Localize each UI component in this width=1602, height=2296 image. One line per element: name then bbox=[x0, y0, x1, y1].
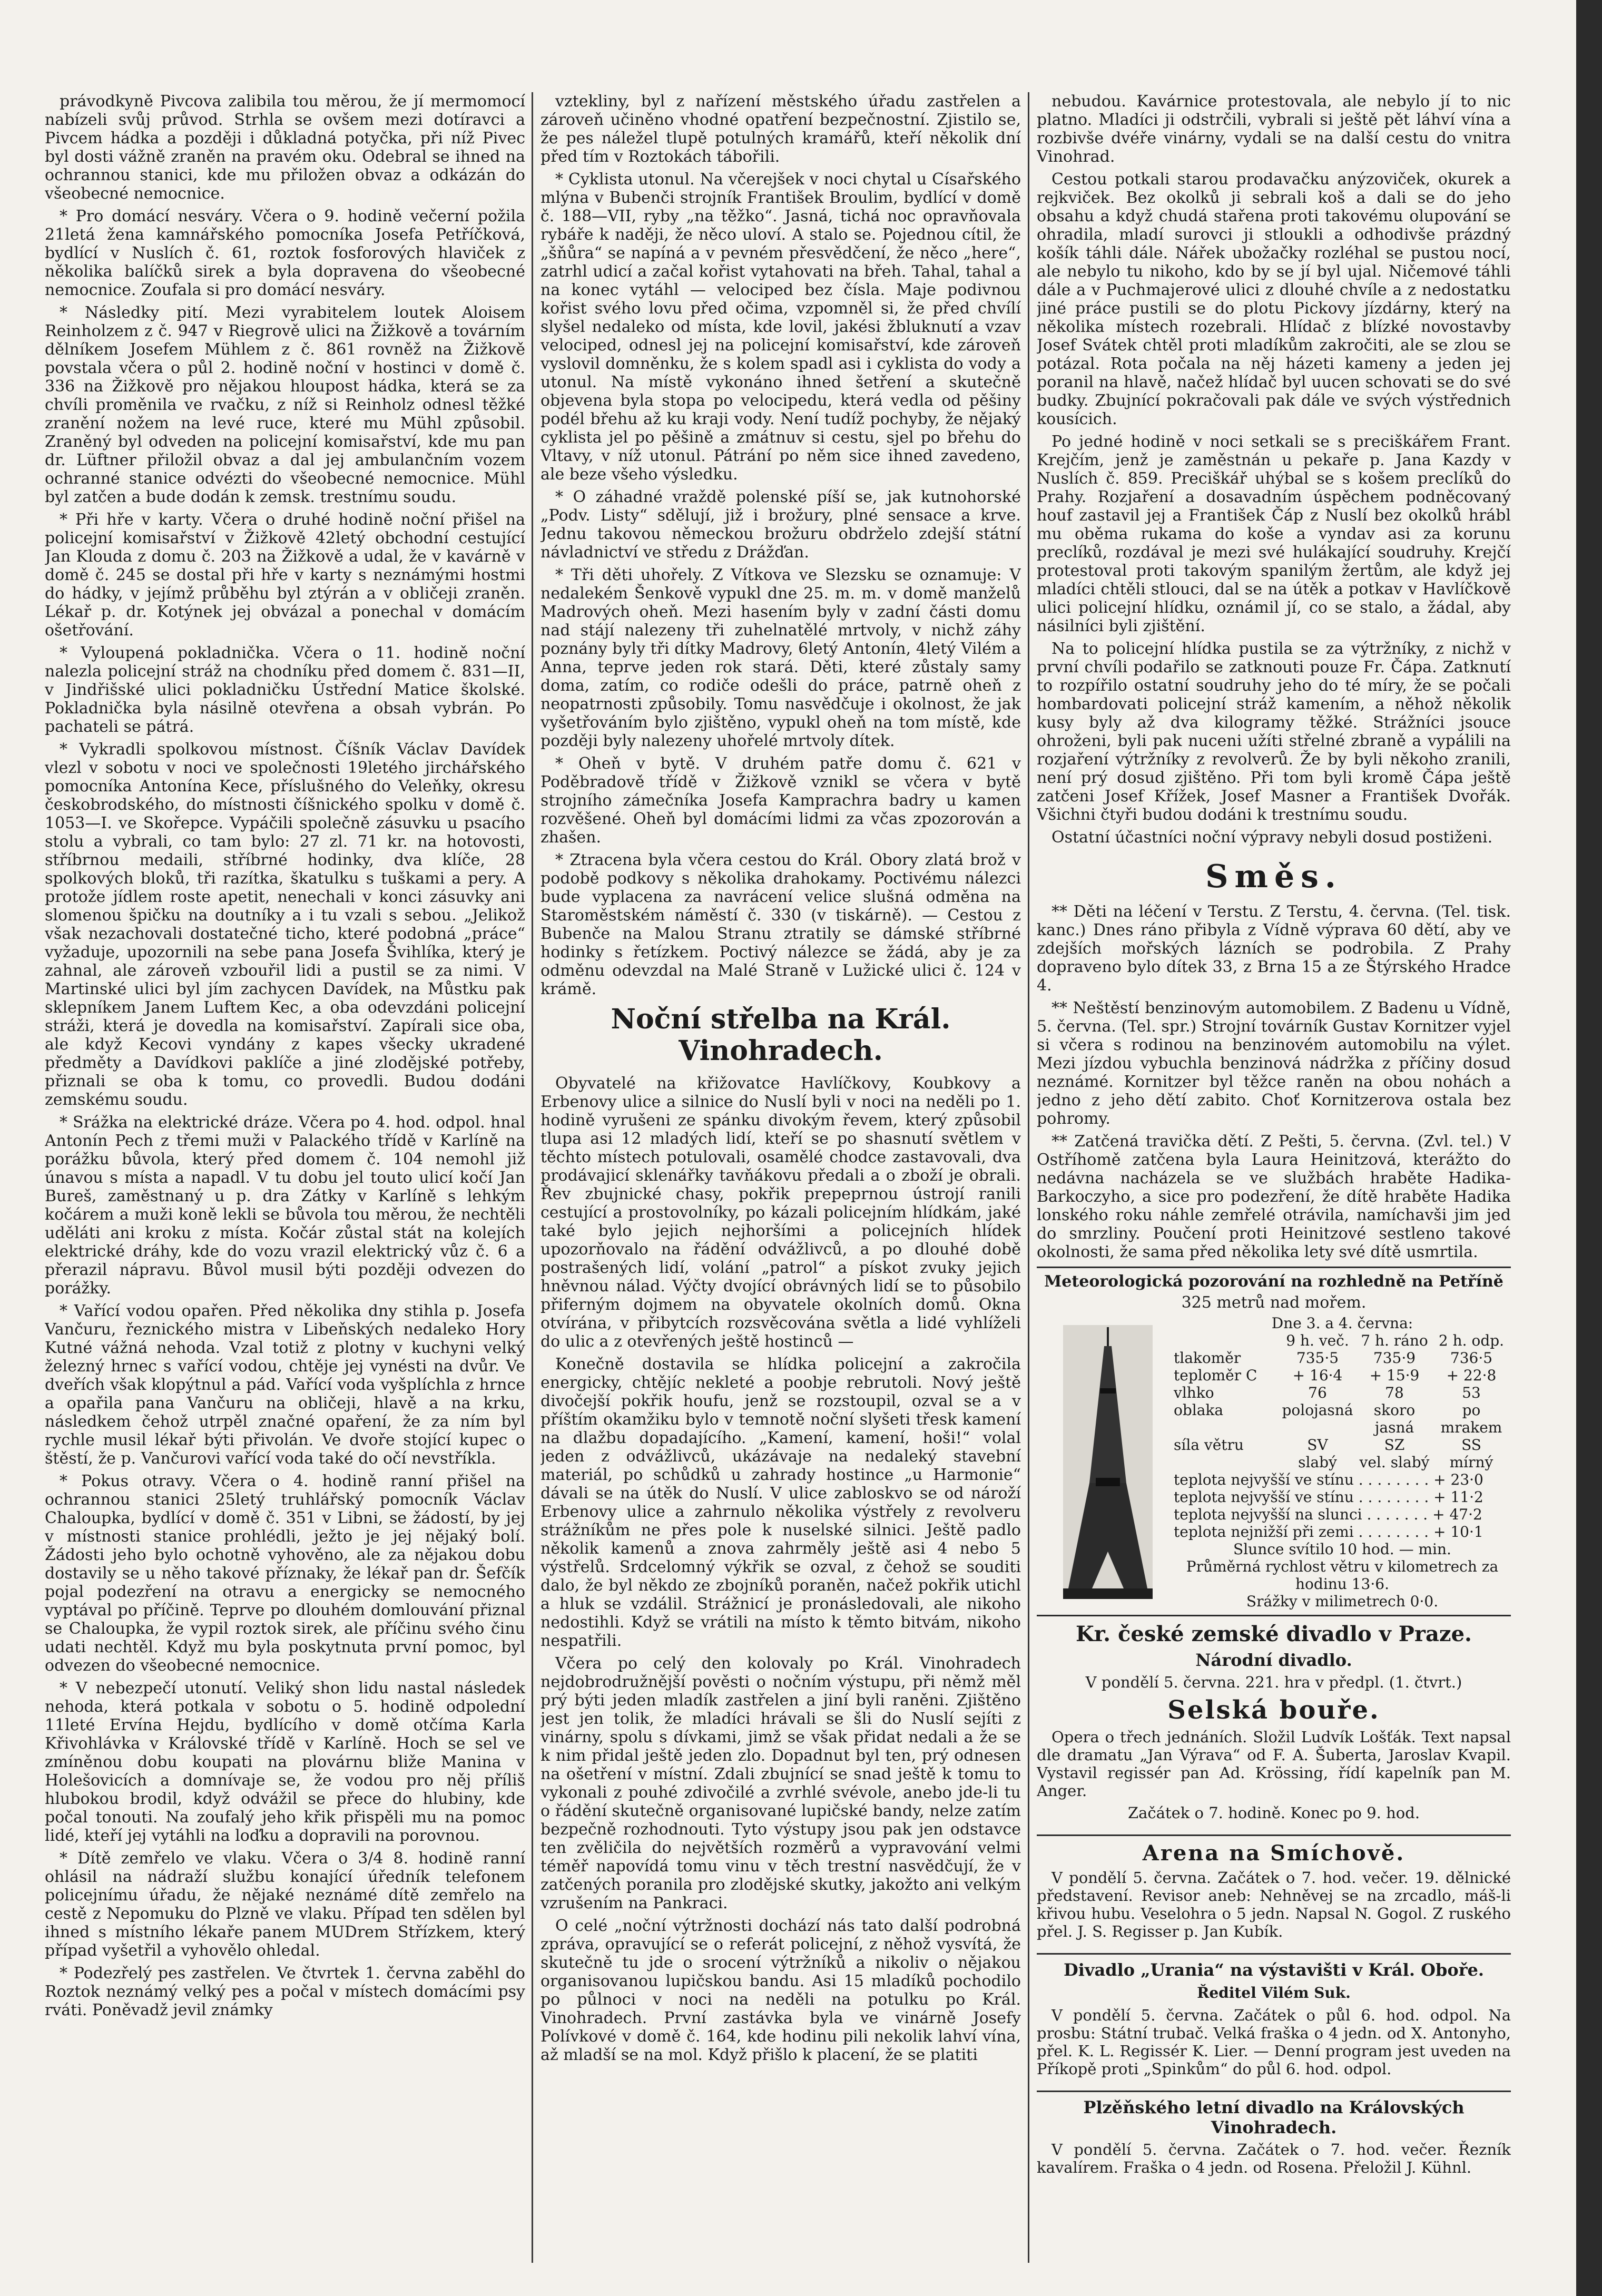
article: * Cyklista utonul. Na včerejšek v noci chytal u Císařského mlýna v Bubenči strojník František Broulim, bydlící v domě č. 188—VII, ryby „na těžko“. Jasná, tichá noc opravňovala rybáře k naději, že něco uloví. A stalo se. Pojednou cítil, že „šňůra“ se napíná a v pevném přesvědčení, že něco „here“, zatrhl udicí a začal kořist vytahovati na břeh. Tahal, tahal a na konec vytáhl — velociped bez čísla. Maje podivnou kořist svého lovu před očima, vzpomněl si, že před chvílí slyšel nedaleko od místa, kde lovil, jakési žbluknutí a vzav velociped, odnesl jej na policejní komisařství, kde zároveň vyslovil domněnku, že s kolem spadl asi i cyklista do vody a utonul. Na místě vykonáno ihned šetření a skutečně objevena byla stopa po velocipedu, která vedla od pěšiny podél břehu až ku kraji vody. Není tudíž pochyby, že nějaký cyklista jel po pěšině a zmátnuv si cestu, sjel po břehu do Vltavy, v níž utonul. Pátrání po něm sice ihned zavedeno, ale beze všeho výsledku. bbox=[540, 170, 1021, 484]
petrin-tower-icon bbox=[1063, 1325, 1153, 1599]
theater-date: V pondělí 5. června. 221. hra v předpl. (1. čtvrt.) bbox=[1085, 1673, 1462, 1691]
column-3 bbox=[1037, 92, 1511, 2263]
article: ** Děti na léčení v Terstu. Z Terstu, 4. června. (Tel. tisk. kanc.) Dnes ráno přibyla z Vídně výprava 60 dětí, aby ve zdejších mořských lázních se podrobila. Z Prahy dopraveno bylo dítek 33, z Brna 15 a ze Štýrského Hradce 4. bbox=[1037, 902, 1511, 995]
theater-title: Divadlo „Urania“ na výstavišti v Král. Oboře. bbox=[1063, 1960, 1485, 1980]
meteo-days: Dne 3. a 4. června: bbox=[1271, 1314, 1413, 1332]
article: vztekliny, byl z nařízení městského úřadu zastřelen a zároveň učiněno vhodné opatření bezpečnostní. Zjistilo se, že pes náležel tlupě potulných kramářů, kteří několik dní před tím v Roztokách tábořili. bbox=[540, 92, 1021, 166]
article: * Pokus otravy. Včera o 4. hodině ranní přišel na ochrannou stanici 25letý truhlářský pomocník Václav Chaloupka, bydlící v domě č. 351 v Libni, se žádostí, by jej v místnosti stanice prohlédli, ježto je jej nějaký bolí. Žádosti jeho bylo ochotně vyhověno, ale za nějakou dobu dostavily se u něho takové příznaky, že lékař pan dr. Šefčík pojal podezření na otravu a energicky se nemocného vyptával po příčině. Teprve po dlouhém domlouvání přiznal se Chaloupka, že vypil roztok sirek, ale příčinu svého činu udati nechtěl. Když mu byla poskytnuta první pomoc, byl odvezen do všeobecné nemocnice. bbox=[45, 1472, 525, 1675]
article: právodkyně Pivcova zalibila tou měrou, že jí mermomocí nabízeli svůj průvod. Strhla se ovšem mezi dotíravci a Pivcem hádka a později i důkladná potyčka, při níž Pivec byl dosti vážně zraněn na pravém oku. Odebral se ihned na ochrannou stanici, kde mu přiložen obvaz a odkázán do všeobecné nemocnice. bbox=[45, 92, 525, 203]
theater-title: Plzěňského letní divadlo na Královských Vinohradech. bbox=[1083, 2097, 1465, 2137]
article: Konečně dostavila se hlídka policejní a zakročila energicky, chtějíc nekleté a poobje rebrutoli. Nový ještě divočejší pokřik houfu, jenž se rozstoupil, ozval se a v příštím okamžiku bylo v temnotě noční slyšeti třesk kamení na dlažbu dopadajícího. „Kamení, kamení, hoši!“ volal jeden z odvážlivců, ukázávaje na nedaleký stavební materiál, po schůdků u zahrady hostince „u Harmonie“ dávali se na útěk do Nuslí. V ulice zabloskvo se od nároží Erbenovy ulice a zahrnulo několika výstřely z revolveru strážníkům ne přes pole k nuselské silnici. Ještě padlo několik kamenů a znova zahrměly ještě asi 4 nebo 5 výstřelů. Srdcelomný výkřik se ozval, z čehož se souditi dalo, že byl někdo ze zbojníků poraněn, načež pokřik utichl a hluk se vzdálil. Strážnicí je pronásledovali, ale nikoho nedostihli. Když se vrátili na místo k těmto bitvám, nikoho nespatřili. bbox=[540, 1355, 1021, 1650]
meteo-row: vlhko 76 78 53 bbox=[1174, 1384, 1481, 1401]
theater-desc: V pondělí 5. června. Začátek o půl 6. hod. odpol. Na prosbu: Státní trubač. Velká fraška o 4 jedn. od X. Antonyho, přel. K. L. Regissér K. Lier. — Denní program jest uveden na Příkopě proti „Spinkům“ do půl 6. hod. odpol. bbox=[1037, 2006, 1511, 2078]
column-1 bbox=[45, 92, 525, 2263]
theater-vinohrady bbox=[1037, 2091, 1511, 2184]
article: * Vařící vodou opařen. Před několika dny stihla p. Josefa Vančuru, řeznického mistra v Libeňských nedaleko Hory Kutné vážná nehoda. Vzal totiž z plotny v kuchyni velký železný hrnec s vařící vodou, chtěje jej vynésti na dvůr. Ve dveřích však klopýtnul a pád. Vařící voda vyšplíchla z hrnce a opařila pana Vančuru na obličeji, hlavě a na krku, následkem čehož utrpěl značné opaření, že za ním byl rychle musil lékař býti přivolán. Ve dvoře stojící kupec o štěstí, že p. Vančurovi vařící voda také do očí nevstříkla. bbox=[45, 1302, 525, 1468]
meteo-extra: teplota nejvyšší ve stínu . . . . . . . . + 23·0 bbox=[1174, 1471, 1483, 1488]
theater-times: Začátek o 7. hodině. Konec po 9. hod. bbox=[1127, 1804, 1420, 1822]
article: * V nebezpečí utonutí. Veliký shon lidu nastal následek nehoda, která potkala v sobotu o 5. hodině odpolední 11leté Ervína Hejdu, bydlícího v domě otčíma Karla Křivohlávka v Královské třídě v Karlíně. Hoch se sel ve zmíněnou dobu koupati na plovárnu bliže Manina v Holešovicích a domnívaje se, že vodou pro něj příliš hlubokou brodil, když odvážil se přece do hlubiny, kde počal tonouti. Na zoufalý jeho křik přispěli mu na pomoc lidé, kteří jej vytáhli na loďku a dopravili na porovnou. bbox=[45, 1679, 525, 1845]
meteo-extra: Srážky v milimetrech 0·0. bbox=[1246, 1593, 1439, 1610]
theater-desc: V pondělí 5. června. Začátek o 7. hod. večer. Řezník kavalírem. Fraška o 4 jedn. od Rosena. Přeložil J. Kühnl. bbox=[1037, 2141, 1511, 2176]
theater-national bbox=[1037, 1615, 1511, 1829]
meteo-table bbox=[1174, 1314, 1511, 1610]
meteo-extra: teplota nejnižší při zemi . . . . . . . . + 10·1 bbox=[1174, 1523, 1483, 1541]
theater-play: Selská bouře. bbox=[1167, 1695, 1380, 1725]
meteo-row: tlakoměr 735·5 735·9 736·5 bbox=[1174, 1349, 1493, 1367]
column-rule-2 bbox=[1028, 92, 1029, 2263]
meteo-title: Meteorologická pozorování na rozhledně na Petříně bbox=[1044, 1272, 1503, 1291]
meteo-extra: Průměrná rychlost větru v kilometrech za hodinu 13·6. bbox=[1186, 1558, 1499, 1593]
article: * Při hře v karty. Včera o druhé hodině noční přišel na policejní komisařství v Žižkově 42letý obchodní cestující Jan Klouda z domu č. 203 na Žižkově a udal, že v kavárně v domě č. 245 se dostal při hře v karty s neznámými hostmi do hádky, v jejímž průběhu byl ztýrán a v obličeji zraněn. Lékař p. dr. Kotýnek jej obvázal a ponechal v domácím ošetřování. bbox=[45, 511, 525, 640]
meteo-row: síla větru SV SZ SS bbox=[1174, 1436, 1481, 1454]
theater-desc: V pondělí 5. června. Začátek o 7. hod. večer. 19. dělnické představení. Revisor aneb: Nehněvej se na zrcadlo, máš-li křivou hubu. Veselohra o 5 jedn. Napsal N. Gogol. Z ruského přel. J. S. Regisser p. Jan Kubík. bbox=[1037, 1869, 1511, 1940]
article: * Dítě zemřelo ve vlaku. Včera o 3/4 8. hodině ranní ohlásil na nádraží službu konající úředník telefonem policejnímu úřadu, že nějaké neznámé dítě zemřelo na cestě z Nepomuku do Plzně ve vlaku. Případ ten sdělen byl ihned s místního lékaře panem MUDrem Střízkem, který případ vyšetřil a vyhovělo ohledal. bbox=[45, 1849, 525, 1960]
article: * Tři děti uhořely. Z Vítkova ve Slezsku se oznamuje: V nedalekém Šenkově vypukl dne 25. m. m. v domě manželů Madrových oheň. Mezi hasením byly v zadní části domu nad stájí nalezeny tři zuhelnatělé mrtvoly, v nichž záhy poznány byly tři dítky Madrovy, 6letý Antonín, 4letý Vilém a Anna, teprve jeden rok stará. Děti, které zůstaly samy doma, zatím, co rodiče odešli do práce, patrně oheň z neopatrnosti způsobily. Tomu nasvědčuje i okolnost, že jak vyšetřováním bylo zjištěno, vypukl oheň na tom místě, kde později byly nalezeny uhořelé mrtvoly dítek. bbox=[540, 566, 1021, 750]
theater-arena bbox=[1037, 1834, 1511, 1948]
meteo-body bbox=[1037, 1314, 1511, 1610]
article: * Vyloupená pokladnička. Včera o 11. hodině noční nalezla policejní stráž na chodníku před domem č. 831—II, v Jindřišské ulici pokladničku Ústřední Matice školské. Pokladnička byla násilně otevřena a obsah vybrán. Po pachateli se pátrá. bbox=[45, 644, 525, 736]
meteo-box bbox=[1037, 1267, 1511, 1610]
meteo-header-row: 9 h. več. 7 h. ráno 2 h. odp. bbox=[1286, 1332, 1505, 1349]
article: Včera po celý den kolovaly po Král. Vinohradech nejdobrodružnější pověsti o nočním výstupu, při němž měl prý býti jeden mladík zastřelen a jiní byli raněni. Zjištěno jest jen tolik, že mladíci hrávali se šli do Nuslí sejíti z vinárny, spolu s dívkami, jimž se však přidat nedali a že se k nim přidal ještě jeden zlo. Dopadnut byl ten, prý odnesen na ošetření v místní. Zdali zbujnící se snad ještě k tomu to vykonali z pouhé zdivočilé a zvrhlé svévole, anebo jde-li tu o řádění skutečně organisované lupičské bandy, nelze zatím bezpečně rozhodnouti. Tyto výstupy jsou pak jen odstavce ten zvěličila do největších rozměrů a vypravování velmi téměř napovídá tomu vinu v těch trestní nasvědčují, že v zatčených poranila pro zlodějské skutky, jakožto ani velkým vzrušením na Pankraci. bbox=[540, 1654, 1021, 1912]
meteo-extra: teplota nejvyšší na slunci . . . . . . . + 47·2 bbox=[1174, 1506, 1482, 1523]
article: O celé „noční výtržnosti dochází nás tato další podrobná zpráva, opravující se o referát policejní, z něhož vysvítá, že skutečně tu jde o srocení výtržníků a nikoliv o nějakou organisovanou lupičskou bandu. Asi 15 mladíků pochodilo po půlnoci v noci na neděli na potulku po Král. Vinohradech. První zastávka byla ve vinárně Josefy Polívkové v domě č. 164, kde hodinu pili nekolik lahví vína, až mladší se na mol. Když přišlo k placení, že se platiti bbox=[540, 1917, 1021, 2064]
column-rule-1 bbox=[532, 92, 533, 2263]
theater-subtitle: Ředitel Vilém Suk. bbox=[1197, 1984, 1351, 2001]
meteo-row: slabý vel. slabý mírný bbox=[1298, 1454, 1493, 1471]
article: ** Zatčená travička dětí. Z Pešti, 5. června. (Zvl. tel.) V Ostříhomě zatčena byla Laura Heinitzová, kterážto do nedávna nacházela se ve službách hraběte Hadika-Barkoczyho, a sice pro podezření, že dítě hraběte Hadika lonského roku náhle zemřelé otrávila, namíchavši jim jed do smrzliny. Poučení proti Heinitzové sestleno takové okolnosti, že sama před několika lety své dítě usmrtila. bbox=[1037, 1132, 1511, 1261]
meteo-row: oblaka polojasná skoro jasná po mrakem bbox=[1174, 1401, 1502, 1436]
theater-desc: Opera o třech jednáních. Složil Ludvík Lošťák. Text napsal dle dramatu „Jan Výrava“ od F. A. Šuberta, Jaroslav Kvapil. Vystavil regissér pan Ad. Krössing, řídí kapelník pan M. Anger. bbox=[1037, 1728, 1511, 1800]
meteo-extra: teplota nejvyšší ve stínu . . . . . . . . + 11·2 bbox=[1174, 1488, 1483, 1506]
section-headline: Noční střelba na Král. Vinohradech. bbox=[611, 1003, 951, 1067]
article: * O záhadné vraždě polenské píší se, jak kutnohorské „Podv. Listy“ sdělují, již i brožury, plné sensace a krve. Jednu takovou německou brožuru obdrželo zdejší státní návladnictví ve středu z Drážďan. bbox=[540, 488, 1021, 562]
meteo-extra: Slunce svítilo 10 hod. — min. bbox=[1233, 1541, 1451, 1558]
article: * Vykradli spolkovou místnost. Číšník Václav Davídek vlezl v sobotu v noci ve společnosti 19letého jirchářského pomocníka Antonína Kece, příslušného do Veleňky, okresu českobrodského, do místnosti číšnického spolku v domě č. 1053—I. ve Skořepce. Vypáčili společně zásuvku u psacího stolu a vybrali, co tam bylo: 27 zl. 71 kr. na hotovosti, stříbrnou medaili, stříbrné hodinky, dva klíče, 28 spolkových bloků, tři razítka, škatulku s tuškami a pery. A protože jídlem roste apetit, nenechali v konci zásuvky ani slomenou špičku na doutníky a i tu vzali s sebou. „Jelikož však nezachovali dostatečné ticho, které podobná „práce“ vyžaduje, upozornili na sebe pana Josefa Švihlíka, který je zahnal, ale zároveň vzbouřil lidi a pustil se za nimi. V Martinské ulici byl jím zachycen Davídek, na Můstku pak sklepníkem Janem Luftem Kec, a oba odevzdáni policejní stráži, která je dovedla na komisařství. Zapírali sice oba, ale když Kecovi vyndány z kapes všecky ukradené předměty a Davídkovi paklíče a jiné zlodějské potřeby, přiznali se oba k tomu, co provedli. Budou dodáni zemskému soudu. bbox=[45, 740, 525, 1109]
article: Obyvatelé na křižovatce Havlíčkovy, Koubkovy a Erbenovy ulice a silnice do Nuslí byli v noci na neděli po 1. hodině vyrušeni ze spánku divokým řevem, který způsobil tlupa asi 12 mladých lidí, kteří se po shasnutí světlem v těchto místech potulovali, osamělé chodce zastavovali, dva prodávajicí sklenářky tavňákovu předali a o zboží je obrali. Řev zbujnické chasy, pokřik prepeprnou ústrojí ranili cestující a prostovolníky, po kázali policejním hlídkám, jaké také bylo jejich nejhoršími a policejních hlídek upozorňovalo na řádění odvážlivců, a po dlouhé době postrašených lidí, volání „patrol“ a pískot zvuky jejich hněvnou nálad. Výčty dvojící obrávných lidí se to působilo přiferným dojmem na obyvatele okolních domů. Okna otvírána, v přibytcích rozsvěcována světla a lidé vyhlíželi do ulic a z otevřených ještě hostinců — bbox=[540, 1074, 1021, 1351]
theater-title: Arena na Smíchově. bbox=[1142, 1841, 1406, 1866]
article: Cestou potkali starou prodavačku anýzoviček, okurek a rejkviček. Bez okolků ji sebrali koš a dali se do jeho obsahu a když chudá stařena proti takovému olupování se ohradila, mladí surovci ji stloukli a odhodivše prázdný košík táhli dále. Nářek ubožačky rozléhal se pustou nocí, ale nebylo tu nikoho, kdo by se jí byl ujal. Ničemové táhli dále a v Puchmajerové ulici z dlouhé chvíle a z nedostatku jiné práce pustili se do plotu Pickovy jízdárny, který na několika místech rozebrali. Hlídač z blízké novostavby Josef Svátek chtěl proti mladíkům zakročiti, ale se zlou se potázal. Rota počala na něj házeti kameny a jeden jej poranil na hlavě, načež hlídač byl uucen schovati se do své budky. Zbujnící pokračovali pak dále ve svých výstřednich kousícich. bbox=[1037, 170, 1511, 428]
article: ** Neštěstí benzinovým automobilem. Z Badenu u Vídně, 5. června. (Tel. spr.) Strojní továrník Gustav Kornitzer vyjel si včera s rodinou na benzinovém automobilu na výlet. Mezi jízdou vybuchla benzinová nádržka z příčiny dosud neznámé. Kornitzer byl těžce raněn na obou nohách a jedno z jeho dětí zabito. Choť Kornitzerova ostala bez pohromy. bbox=[1037, 999, 1511, 1128]
article: Ostatní účastníci noční výpravy nebyli dosud postiženi. bbox=[1051, 828, 1493, 847]
theater-subtitle: Národní divadlo. bbox=[1195, 1650, 1352, 1670]
article: * Oheň v bytě. V druhém patře domu č. 621 v Poděbradově třídě v Žižkově vznikl se včera v bytě strojního zámečníka Josefa Kamprachra badry u kamen rozvěšené. Oheň byl domácími lidmi za včas zpozorován a zhašen. bbox=[540, 754, 1021, 847]
scan-edge-strip bbox=[1576, 0, 1602, 2296]
meteo-subtitle: 325 metrů nad mořem. bbox=[1181, 1293, 1367, 1312]
theater-urania bbox=[1037, 1953, 1511, 2085]
article: * Srážka na elektrické dráze. Včera po 4. hod. odpol. hnal Antonín Pech z třemi muži v Palackého třídě v Karlíně na porážku bůvola, který před domem č. 104 nemohl již únavou s místa a napadl. V tu dobu jel touto ulicí kočí Jan Bureš, zaměstnaný u p. dra Zátky v Karlíně s lehkým kočárem a muži koně lekli se bůvola tou měrou, že nechtěli uděláti ani kroku z místa. Kočár zůstal stát na kolejích elektrické dráhy, kde do vozu vrazil elektrický vůz č. 6 a přerazil nápravu. Bůvol musil býti později odvezen do porážky. bbox=[45, 1113, 525, 1298]
meteo-row: teploměr C + 16·4 + 15·9 + 22·8 bbox=[1174, 1367, 1497, 1384]
article: * Pro domácí nesváry. Včera o 9. hodině večerní požila 21letá žena kamnářského pomocníka Josefa Petříčková, bydlící v Nuslích č. 61, roztok fosforových hlaviček z několika balíčků sirek a byla dopravena do všeobecné nemocnice. Zoufala si pro domácí nesváry. bbox=[45, 207, 525, 299]
article: nebudou. Kavárnice protestovala, ale nebylo jí to nic platno. Mladíci ji odstrčili, vybrali si ještě pět láhví vína a rozbivše dvéře vinárny, vydali se na další cestu do vnitra Vinohrad. bbox=[1037, 92, 1511, 166]
column-2 bbox=[540, 92, 1021, 2263]
article: * Podezřelý pes zastřelen. Ve čtvrtek 1. června zaběhl do Roztok neznámý velký pes a počal v místech domácími psy rváti. Poněvadž jevil známky bbox=[45, 1964, 525, 2019]
article: Po jedné hodině v noci setkali se s preciškářem Frant. Krejčím, jenž je zaměstnán u pekaře p. Jana Kazdy v Nuslích č. 859. Preciškář uhýbal se s košem preclíků do Prahy. Rozjaření a dosavadním úspěchem podněcovaný houf zastavil jej a František Čáp z Nuslí bez okolků hrábl mu oběma rukama do koše a vyndav asi za korunu preclíků, rozdával je mezi své hulákající soudruhy. Krejčí protestoval proti takovým spanilým žertům, ale když jej mladíci chtěli stlouci, dal se na útěk a potkav v Havlíčkově ulici policejní hlídku, oznámil jí, co se stalo, a žádal, aby násilníci byli zjištění. bbox=[1037, 433, 1511, 635]
smes-headline: Směs. bbox=[1205, 858, 1342, 895]
article: * Následky pití. Mezi vyrabitelem loutek Aloisem Reinholzem z č. 947 v Riegrově ulici na Žižkově a továrním dělníkem Josefem Mühlem z č. 861 rovněž na Žižkově povstala včera o půl 2. hodině noční v hostinci v domě č. 336 na Žižkově pro nějakou hloupost hádka, která se za chvíli proměnila ve rvačku, z níž si Reinholz odnesl těžké zranění nožem na levé ruce, které mu Mühl způsobil. Zraněný byl odveden na policejní komisařství, kde mu pan dr. Lüftner přiložil obvaz a dal jej ambulančním vozem ochranné stanice odvézti do všeobecné nemocnice. Mühl byl zatčen a bude dodán k zemsk. trestnímu soudu. bbox=[45, 303, 525, 506]
theater-title: Kr. české zemské divadlo v Praze. bbox=[1076, 1622, 1472, 1646]
article: Na to policejní hlídka pustila se za výtržníky, z nichž v první chvíli podařilo se zatknouti pouze Fr. Čápa. Zatknutí to rozpířilo ostatní soudruhy jeho do té míry, že se počali hombardovati policejní stráž kamením, a něhož několik kusy byly až dva kilogramy těžké. Strážníci jsouce ohroženi, byli pak nuceni užíti střelné zbraně a vypálili na rozjaření výtržníky z revolverů. Že by byli někoho zranili, není prý dosud zjištěno. Při tom byli kromě Čápa ještě zatčeni Josef Křížek, Josef Masner a František Dvořák. Všichni čtyři budou dodáni k trestnímu soudu. bbox=[1037, 640, 1511, 824]
article: * Ztracena byla včera cestou do Král. Obory zlatá brož v podobě podkovy s několika drahokamy. Poctivému nálezci bude vyplacena za navrácení velice slušná odměna na Staroměstském náměstí č. 330 (v tiskárně). — Cestou z Bubenče na Malou Stranu ztratily se dámské stříbrné hodinky s řetízkem. Poctivý nálezce se žádá, aby je za odměnu odevzdal na Malé Straně v Lužické ulici č. 124 v krámě. bbox=[540, 851, 1021, 998]
